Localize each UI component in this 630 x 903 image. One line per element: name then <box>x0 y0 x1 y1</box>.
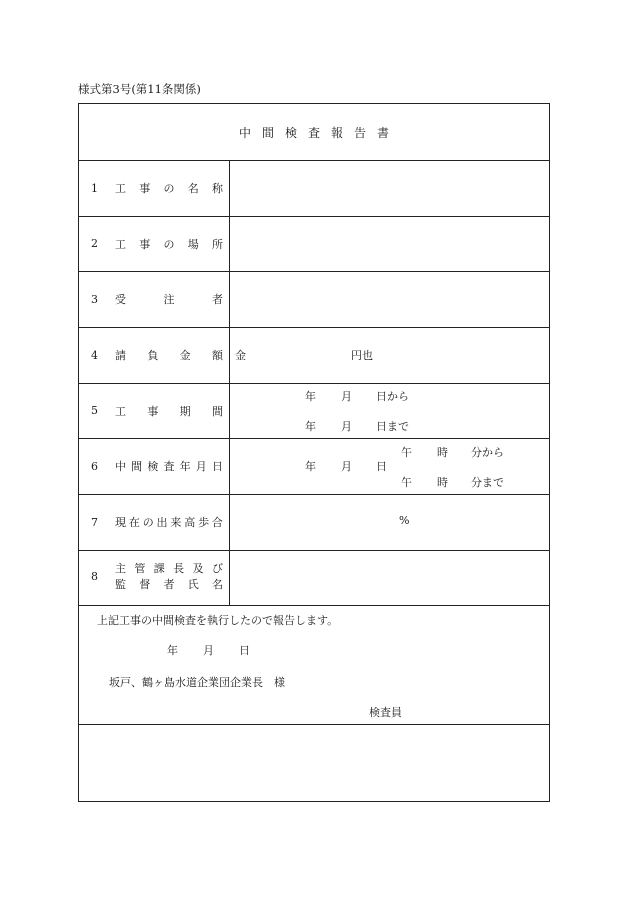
label-char: 長 <box>173 562 185 575</box>
label-char: 監 <box>115 578 126 591</box>
row-number: 2 <box>91 237 98 250</box>
inspection-start-ampm: 午 <box>401 446 412 459</box>
label-char: 査 <box>163 460 175 473</box>
label-char: の <box>163 237 175 251</box>
period-end-month: 月 <box>341 420 352 433</box>
label-char: の <box>163 182 175 195</box>
label-char: 及 <box>192 562 204 575</box>
label-char: 場 <box>187 237 199 251</box>
inspection-end-hour: 時 <box>437 476 448 489</box>
row-contract-amount <box>91 327 223 383</box>
inspection-end-ampm: 午 <box>401 476 412 489</box>
label-char: 年 <box>179 460 191 473</box>
label-char: 歩 <box>198 516 210 529</box>
amount-suffix: 円也 <box>351 349 373 362</box>
label-char: び <box>211 562 223 575</box>
row-progress-rate <box>91 494 223 550</box>
label-char: 負 <box>147 349 159 362</box>
row-label <box>115 514 223 530</box>
label-char: 金 <box>179 349 191 362</box>
inspection-year: 年 <box>305 460 316 473</box>
label-char: 氏 <box>187 578 199 591</box>
form-title: 中間検査報告書 <box>238 126 400 140</box>
report-date-day: 日 <box>239 644 250 657</box>
row-number: 5 <box>91 404 98 417</box>
label-char: 日 <box>211 460 223 473</box>
row-label <box>115 180 223 196</box>
report-addressee: 坂戸、鶴ヶ島水道企業団企業長 様 <box>109 676 285 689</box>
label-char: 請 <box>115 349 126 362</box>
label-char: 出 <box>156 516 168 529</box>
period-start-day: 日から <box>376 390 409 403</box>
label-char: 高 <box>184 516 196 529</box>
label-char: の <box>142 516 154 529</box>
form-number-label: 様式第3号(第11条関係) <box>78 82 201 96</box>
label-char: 事 <box>139 237 151 251</box>
inspector-label: 検査員 <box>369 706 402 719</box>
row-number: 6 <box>91 459 98 473</box>
period-start-year: 年 <box>305 390 316 403</box>
label-char: 中 <box>115 460 126 473</box>
label-char: 現 <box>115 516 126 529</box>
row-inspection-date <box>91 438 223 494</box>
row-label-line1 <box>115 561 223 577</box>
report-statement: 上記工事の中間検査を執行したので報告します。 <box>97 614 339 627</box>
row-label <box>115 291 223 307</box>
label-char: 管 <box>134 562 146 575</box>
progress-unit: % <box>399 514 410 527</box>
row-number: 3 <box>91 292 98 306</box>
label-char: 期 <box>179 404 191 418</box>
amount-prefix: 金 <box>235 349 246 362</box>
row-number: 7 <box>91 515 98 529</box>
label-char: 督 <box>139 578 151 591</box>
divider <box>79 724 549 725</box>
report-date-month: 月 <box>203 644 214 657</box>
label-char: 工 <box>115 182 126 195</box>
label-char: 事 <box>139 182 151 195</box>
row-supervisor <box>115 561 223 593</box>
label-char: 称 <box>212 182 223 195</box>
label-char: 来 <box>170 516 182 529</box>
label-char: 課 <box>153 562 165 575</box>
inspection-month: 月 <box>341 460 352 473</box>
column-divider <box>229 160 230 605</box>
row-work-name <box>91 160 223 216</box>
row-label <box>115 236 223 252</box>
inspection-day: 日 <box>376 460 387 473</box>
label-char: 者 <box>163 578 175 591</box>
label-char: 名 <box>187 182 199 195</box>
label-char: 所 <box>212 237 223 251</box>
label-char: 検 <box>147 460 159 473</box>
label-char: 額 <box>211 349 223 362</box>
row-work-location <box>91 216 223 271</box>
label-char: 事 <box>147 404 159 418</box>
period-start-month: 月 <box>341 390 352 403</box>
label-char: 合 <box>211 516 223 529</box>
row-label <box>115 458 223 474</box>
report-date-year: 年 <box>167 644 178 657</box>
row-number: 8 <box>91 570 98 583</box>
divider <box>79 550 549 551</box>
inspection-end-minute: 分まで <box>471 476 504 489</box>
inspection-report-form <box>78 103 550 802</box>
label-char: 間 <box>131 460 143 473</box>
label-char: 工 <box>115 237 126 251</box>
label-char: 月 <box>195 460 207 473</box>
row-number: 4 <box>91 348 98 362</box>
label-char: 工 <box>115 404 126 418</box>
row-number: 1 <box>91 181 98 195</box>
label-char: 受 <box>115 293 126 306</box>
row-work-period <box>91 383 223 438</box>
label-char: 在 <box>128 516 140 529</box>
inspection-start-hour: 時 <box>437 446 448 459</box>
row-label-line2 <box>115 577 223 593</box>
divider <box>79 605 549 606</box>
period-end-day: 日まで <box>376 420 409 433</box>
inspection-start-minute: 分から <box>471 446 504 459</box>
row-label <box>115 403 223 419</box>
label-char: 名 <box>212 578 223 591</box>
row-contractor <box>91 271 223 327</box>
label-char: 間 <box>211 404 223 418</box>
label-char: 者 <box>212 293 223 306</box>
label-char: 主 <box>115 562 126 575</box>
row-label <box>115 347 223 363</box>
period-end-year: 年 <box>305 420 316 433</box>
label-char: 注 <box>163 293 175 306</box>
